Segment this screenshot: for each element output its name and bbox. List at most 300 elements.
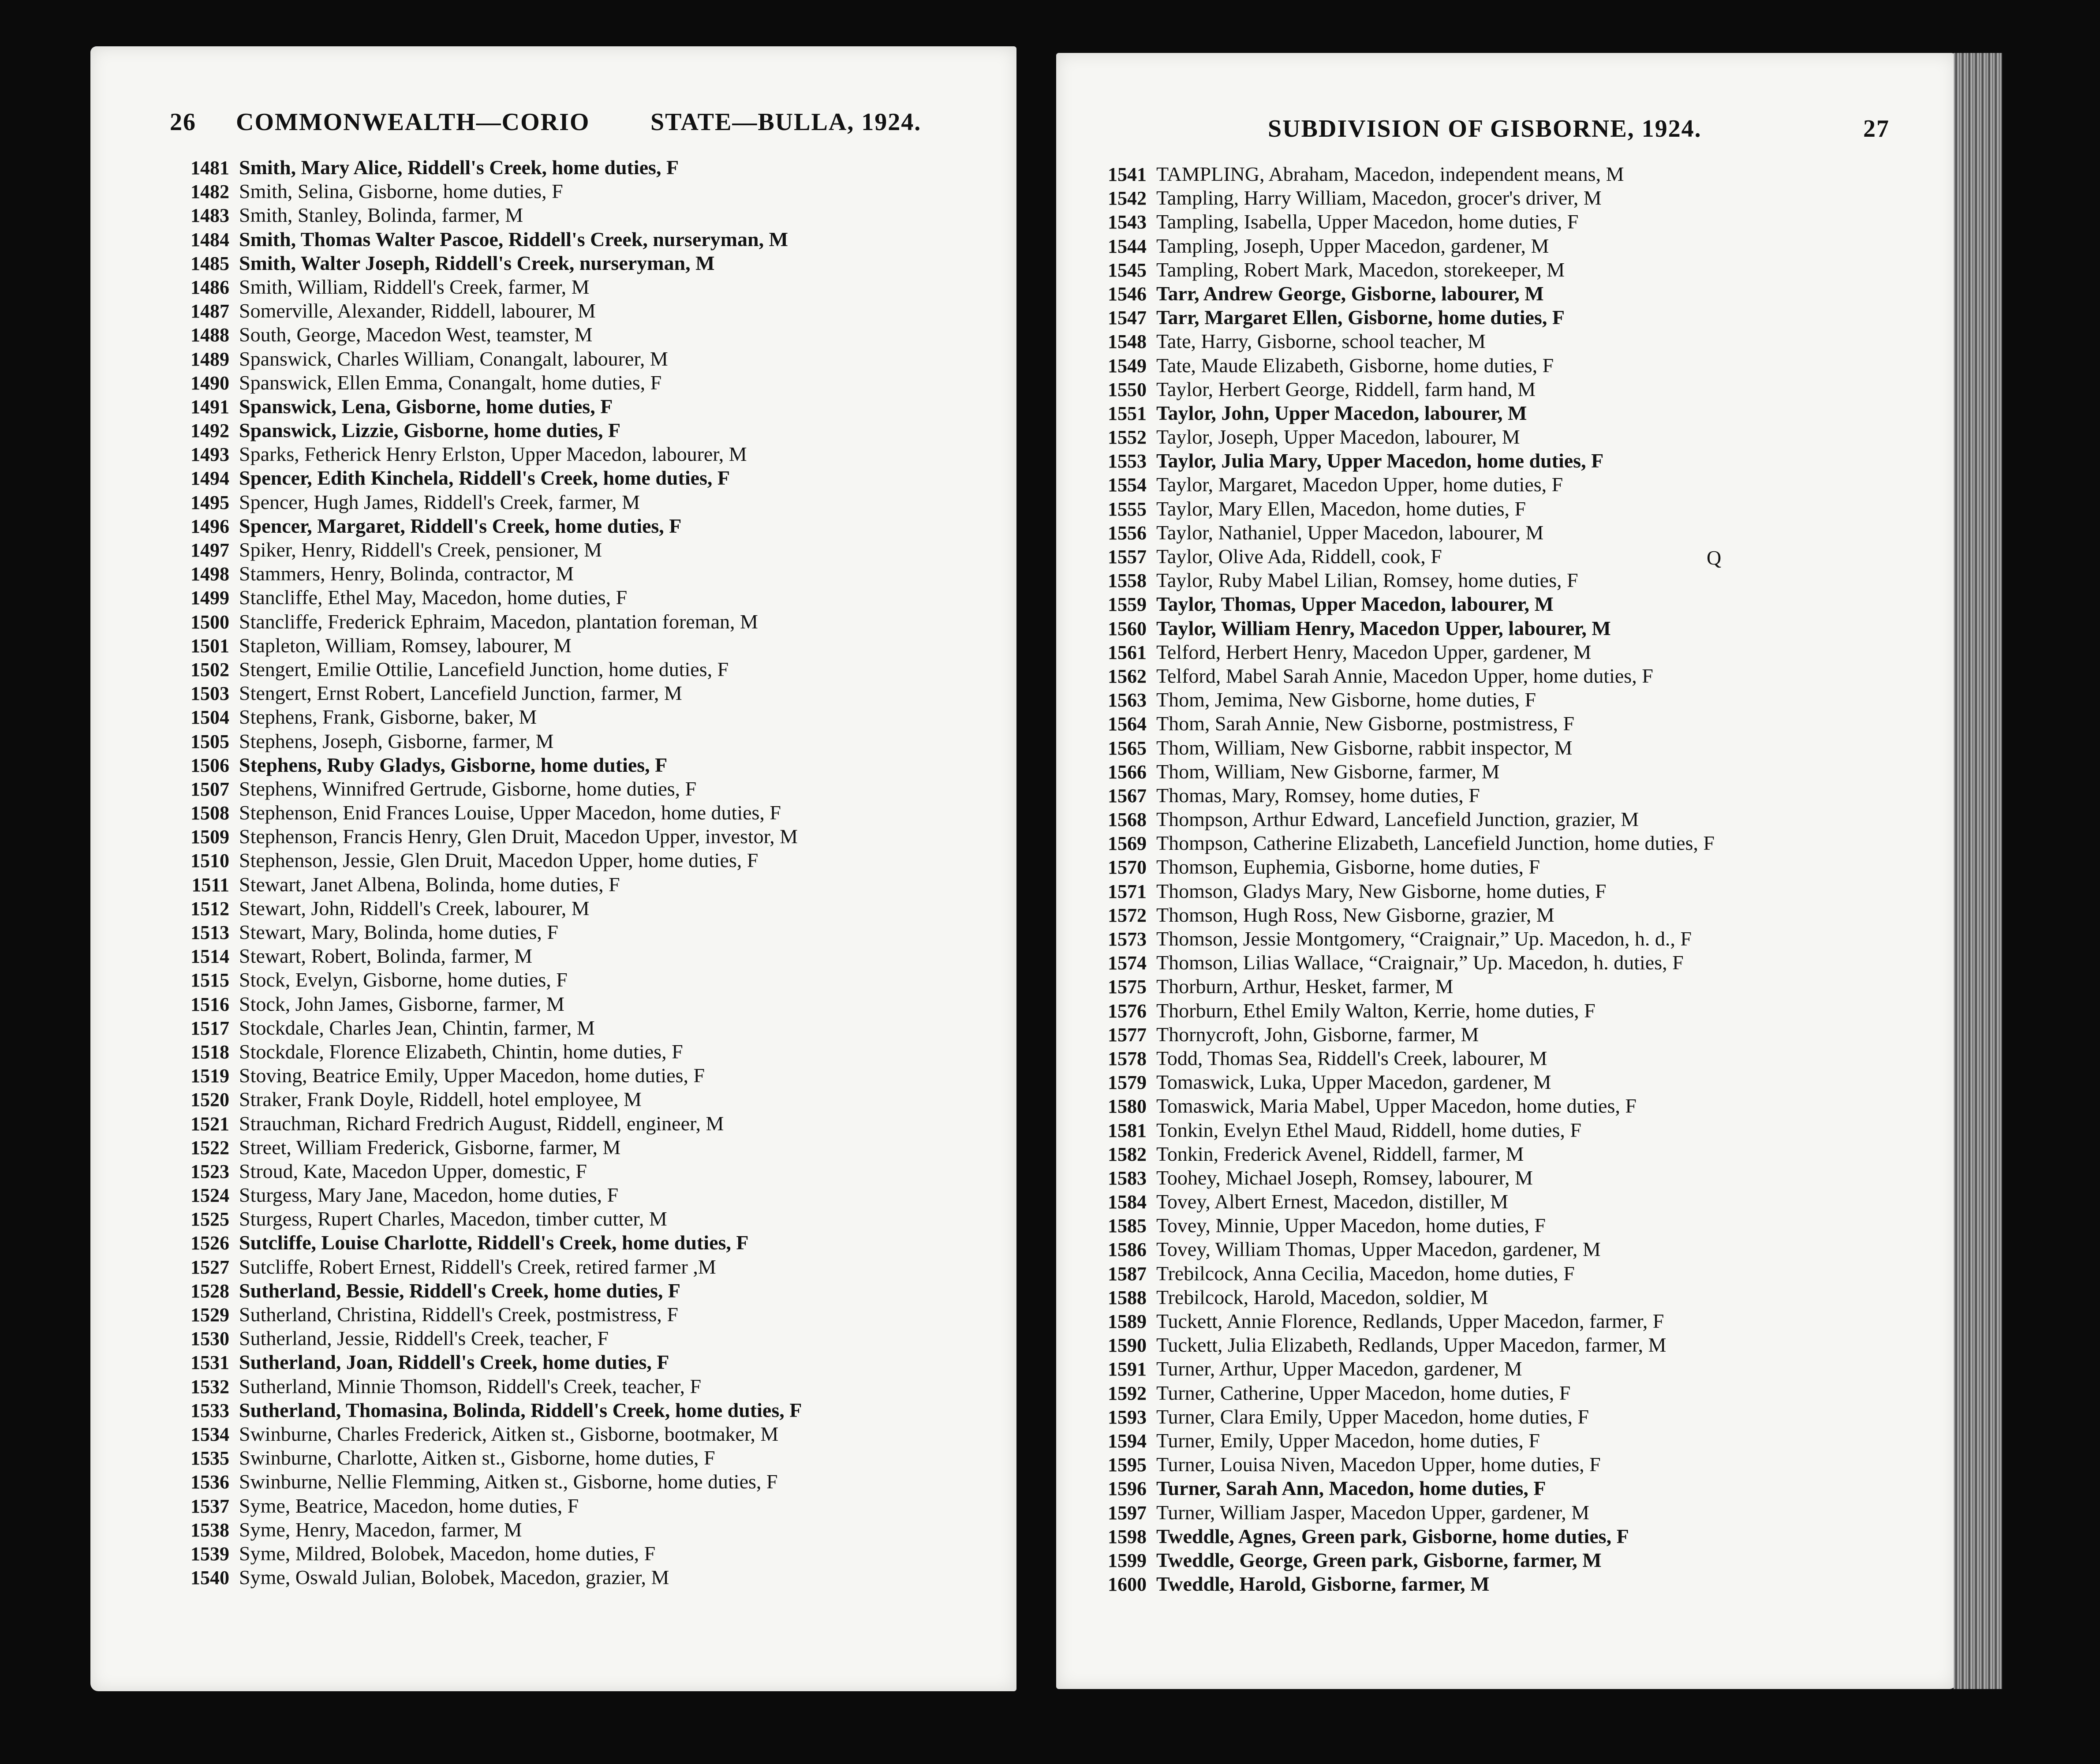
entry-text: Tomaswick, Luka, Upper Macedon, gardener, M — [1156, 1071, 1551, 1094]
entry-number: 1481 — [191, 157, 229, 179]
entry-number: 1571 — [1108, 880, 1147, 902]
entry-text: Toohey, Michael Joseph, Romsey, labourer, M — [1156, 1166, 1533, 1189]
list-item — [1080, 760, 1956, 784]
list-item — [163, 466, 1016, 490]
list-item — [1080, 927, 1956, 951]
entry-text: Syme, Oswald Julian, Bolobek, Macedon, grazier, M — [239, 1566, 669, 1589]
entry-text: Stewart, Robert, Bolinda, farmer, M — [239, 945, 533, 968]
entry-number: 1542 — [1108, 187, 1147, 209]
list-item — [1080, 1023, 1956, 1046]
list-item — [163, 848, 1016, 872]
entry-number: 1502 — [191, 658, 229, 680]
list-item — [1080, 234, 1956, 258]
list-item — [163, 395, 1016, 419]
entry-text: Thompson, Catherine Elizabeth, Lancefield Junction, home duties, F — [1156, 832, 1715, 855]
entry-text: Taylor, Herbert George, Riddell, farm hand, M — [1156, 377, 1536, 400]
entry-number: 1512 — [191, 897, 229, 919]
entry-number: 1572 — [1108, 904, 1147, 926]
entry-text: Taylor, William Henry, Macedon Upper, labourer, M — [1156, 617, 1611, 639]
entry-text: Tampling, Robert Mark, Macedon, storekeeper, M — [1156, 258, 1565, 281]
entry-number: 1585 — [1108, 1215, 1147, 1237]
entry-text: Stroud, Kate, Macedon Upper, domestic, F — [239, 1159, 587, 1182]
list-item — [163, 299, 1016, 323]
entry-number: 1514 — [191, 946, 229, 968]
entry-text: Spencer, Margaret, Riddell's Creek, home duties, F — [239, 514, 682, 537]
entry-number: 1526 — [191, 1232, 229, 1254]
list-item — [163, 490, 1016, 514]
list-item — [163, 1494, 1016, 1518]
entry-number: 1557 — [1108, 546, 1147, 568]
entry-number: 1529 — [191, 1304, 229, 1326]
page-number: 26 — [170, 108, 196, 136]
entry-text: Stancliffe, Ethel May, Macedon, home duties, F — [239, 586, 628, 609]
list-item — [163, 251, 1016, 275]
entry-number: 1501 — [191, 635, 229, 657]
entry-text: Todd, Thomas Sea, Riddell's Creek, labourer, M — [1156, 1046, 1547, 1069]
entry-number: 1489 — [191, 348, 229, 370]
list-item — [163, 1446, 1016, 1470]
list-item — [163, 1303, 1016, 1327]
entry-text: Somerville, Alexander, Riddell, labourer, M — [239, 299, 596, 322]
entry-text: Smith, Selina, Gisborne, home duties, F — [239, 180, 563, 203]
entry-number: 1581 — [1108, 1119, 1147, 1141]
entry-text: Sparks, Fetherick Henry Erlston, Upper Macedon, labourer, M — [239, 443, 747, 466]
list-item — [1080, 1453, 1956, 1476]
entry-text: Swinburne, Charlotte, Aitken st., Gisborne, home duties, F — [239, 1446, 715, 1469]
list-item — [163, 610, 1016, 634]
entry-text: Taylor, Thomas, Upper Macedon, labourer, M — [1156, 593, 1554, 616]
right-entry-list — [1080, 162, 1956, 1596]
entry-text: Sutherland, Minnie Thomson, Riddell's Creek, teacher, F — [239, 1375, 702, 1398]
entry-text: Sturgess, Mary Jane, Macedon, home duties, F — [239, 1184, 619, 1207]
book-page-edge — [1954, 53, 2002, 1689]
entry-number: 1575 — [1108, 976, 1147, 998]
entry-number: 1496 — [191, 515, 229, 537]
entry-number: 1595 — [1108, 1454, 1147, 1476]
list-item — [163, 442, 1016, 466]
header-left-title: COMMONWEALTH—CORIO — [236, 108, 590, 136]
entry-text: Thorburn, Arthur, Hesket, farmer, M — [1156, 975, 1454, 998]
entry-number: 1547 — [1108, 307, 1147, 329]
entry-number: 1589 — [1108, 1311, 1147, 1332]
entry-number: 1521 — [191, 1113, 229, 1135]
list-item — [1080, 1357, 1956, 1381]
entry-number: 1552 — [1108, 426, 1147, 448]
list-item — [163, 634, 1016, 658]
entry-number: 1599 — [1108, 1549, 1147, 1571]
entry-number: 1563 — [1108, 689, 1147, 711]
list-item — [1080, 1333, 1956, 1357]
left-page — [90, 46, 1016, 1691]
entry-number: 1536 — [191, 1471, 229, 1493]
entry-number: 1560 — [1108, 617, 1147, 639]
list-item — [1080, 688, 1956, 712]
list-item — [1080, 545, 1956, 568]
list-item — [163, 562, 1016, 586]
list-item — [1080, 951, 1956, 975]
list-item — [1080, 1118, 1956, 1142]
entry-number: 1505 — [191, 730, 229, 752]
entry-number: 1584 — [1108, 1191, 1147, 1213]
entry-number: 1507 — [191, 778, 229, 800]
entry-number: 1558 — [1108, 570, 1147, 592]
list-item — [163, 347, 1016, 371]
list-item — [1080, 1381, 1956, 1405]
entry-number: 1540 — [191, 1567, 229, 1589]
entry-number: 1577 — [1108, 1024, 1147, 1046]
entry-number: 1499 — [191, 587, 229, 609]
entry-number: 1570 — [1108, 856, 1147, 878]
list-item — [163, 1231, 1016, 1255]
entry-number: 1554 — [1108, 474, 1147, 496]
entry-text: Tomaswick, Maria Mabel, Upper Macedon, home duties, F — [1156, 1095, 1637, 1117]
list-item — [1080, 354, 1956, 377]
entry-number: 1485 — [191, 252, 229, 274]
entry-number: 1525 — [191, 1208, 229, 1230]
entry-number: 1483 — [191, 205, 229, 227]
entry-number: 1565 — [1108, 737, 1147, 759]
entry-number: 1488 — [191, 324, 229, 346]
entry-text: Sturgess, Rupert Charles, Macedon, timber cutter, M — [239, 1207, 667, 1230]
entry-number: 1534 — [191, 1423, 229, 1445]
entry-number: 1583 — [1108, 1167, 1147, 1189]
entry-text: Smith, Mary Alice, Riddell's Creek, home duties, F — [239, 156, 679, 179]
entry-text: Turner, Louisa Niven, Macedon Upper, home duties, F — [1156, 1453, 1601, 1476]
entry-text: Spencer, Edith Kinchela, Riddell's Creek, home duties, F — [239, 467, 730, 490]
list-item — [1080, 210, 1956, 234]
entry-text: Smith, Thomas Walter Pascoe, Riddell's Creek, nurseryman, M — [239, 228, 788, 250]
entry-number: 1586 — [1108, 1239, 1147, 1261]
entry-text: Turner, Sarah Ann, Macedon, home duties, F — [1156, 1477, 1546, 1500]
entry-text: Stockdale, Charles Jean, Chintin, farmer, M — [239, 1016, 595, 1039]
entry-text: Thom, Sarah Annie, New Gisborne, postmistress, F — [1156, 712, 1575, 735]
list-item — [163, 1255, 1016, 1279]
list-item — [163, 1398, 1016, 1422]
page-number: 27 — [1863, 115, 1890, 142]
entry-text: Syme, Henry, Macedon, farmer, M — [239, 1518, 522, 1541]
list-item — [163, 681, 1016, 705]
entry-number: 1519 — [191, 1065, 229, 1087]
entry-number: 1559 — [1108, 594, 1147, 616]
entry-number: 1596 — [1108, 1478, 1147, 1500]
entry-text: Stoving, Beatrice Emily, Upper Macedon, home duties, F — [239, 1064, 705, 1087]
entry-text: Tarr, Andrew George, Gisborne, labourer, M — [1156, 282, 1544, 305]
entry-text: Tweddle, George, Green park, Gisborne, farmer, M — [1156, 1548, 1602, 1571]
entry-text: Stengert, Emilie Ottilie, Lancefield Junction, home duties, F — [239, 658, 729, 680]
entry-number: 1537 — [191, 1495, 229, 1517]
entry-text: Taylor, Margaret, Macedon Upper, home duties, F — [1156, 473, 1563, 496]
entry-number: 1538 — [191, 1519, 229, 1541]
entry-text: Turner, William Jasper, Macedon Upper, gardener, M — [1156, 1501, 1590, 1524]
entry-number: 1556 — [1108, 522, 1147, 544]
entry-number: 1564 — [1108, 713, 1147, 735]
entry-text: Tampling, Isabella, Upper Macedon, home duties, F — [1156, 210, 1579, 233]
list-item — [1080, 568, 1956, 592]
entry-text: Tampling, Harry William, Macedon, grocer's driver, M — [1156, 187, 1602, 209]
entry-number: 1527 — [191, 1256, 229, 1278]
entry-text: Tate, Harry, Gisborne, school teacher, M — [1156, 330, 1486, 353]
entry-text: Smith, Stanley, Bolinda, farmer, M — [239, 204, 523, 227]
entry-number: 1487 — [191, 300, 229, 322]
entry-number: 1484 — [191, 228, 229, 250]
entry-text: Turner, Arthur, Upper Macedon, gardener, M — [1156, 1357, 1522, 1380]
list-item — [163, 156, 1016, 179]
entry-number: 1508 — [191, 802, 229, 824]
left-entry-list — [163, 156, 1016, 1589]
entry-text: Thomas, Mary, Romsey, home duties, F — [1156, 784, 1480, 807]
entry-text: Tweddle, Harold, Gisborne, farmer, M — [1156, 1573, 1490, 1596]
list-item — [163, 538, 1016, 562]
list-item — [1080, 1262, 1956, 1286]
entry-number: 1518 — [191, 1041, 229, 1063]
list-item — [163, 371, 1016, 395]
list-item — [1080, 1214, 1956, 1237]
list-item — [1080, 497, 1956, 521]
entry-text: Stephens, Frank, Gisborne, baker, M — [239, 706, 537, 729]
list-item — [163, 228, 1016, 251]
list-item — [1080, 640, 1956, 664]
entry-number: 1500 — [191, 611, 229, 633]
entry-number: 1516 — [191, 993, 229, 1015]
list-item — [163, 873, 1016, 897]
entry-number: 1553 — [1108, 450, 1147, 472]
list-item — [1080, 736, 1956, 760]
entry-number: 1546 — [1108, 283, 1147, 305]
list-item — [1080, 975, 1956, 998]
list-item — [1080, 1142, 1956, 1166]
entry-number: 1524 — [191, 1185, 229, 1207]
entry-number: 1590 — [1108, 1334, 1147, 1357]
list-item — [163, 1016, 1016, 1040]
right-page-header — [1056, 115, 1956, 150]
header-center-title: SUBDIVISION OF GISBORNE, 1924. — [1268, 115, 1702, 142]
list-item — [1080, 1572, 1956, 1596]
header-right-title: STATE—BULLA, 1924. — [650, 108, 922, 136]
entry-number: 1567 — [1108, 785, 1147, 807]
entry-number: 1574 — [1108, 952, 1147, 974]
list-item — [1080, 903, 1956, 927]
entry-text: Stammers, Henry, Bolinda, contractor, M — [239, 562, 574, 585]
list-item — [163, 1136, 1016, 1159]
entry-number: 1579 — [1108, 1072, 1147, 1094]
list-item — [1080, 999, 1956, 1023]
list-item — [1080, 592, 1956, 616]
entry-number: 1504 — [191, 706, 229, 729]
entry-text: Thomson, Lilias Wallace, “Craignair,” Up. Macedon, h. duties, F — [1156, 951, 1684, 974]
entry-text: Taylor, Ruby Mabel Lilian, Romsey, home duties, F — [1156, 569, 1578, 592]
entry-number: 1548 — [1108, 331, 1147, 353]
entry-text: Taylor, John, Upper Macedon, labourer, M — [1156, 401, 1527, 424]
stray-mark: Q — [1707, 546, 1722, 569]
entry-number: 1541 — [1108, 164, 1147, 185]
entry-text: TAMPLING, Abraham, Macedon, independent means, M — [1156, 163, 1624, 185]
list-item — [163, 1375, 1016, 1398]
list-item — [163, 920, 1016, 944]
entry-text: Stock, John James, Gisborne, farmer, M — [239, 992, 564, 1015]
entry-number: 1520 — [191, 1089, 229, 1111]
list-item — [1080, 401, 1956, 425]
entry-number: 1498 — [191, 563, 229, 585]
list-item — [1080, 1237, 1956, 1261]
list-item — [163, 777, 1016, 801]
entry-number: 1509 — [191, 826, 229, 848]
list-item — [1080, 186, 1956, 210]
entry-text: Stephens, Joseph, Gisborne, farmer, M — [239, 729, 554, 752]
list-item — [1080, 1309, 1956, 1333]
list-item — [163, 586, 1016, 609]
entry-text: Sutcliffe, Louise Charlotte, Riddell's Creek, home duties, F — [239, 1231, 749, 1254]
list-item — [163, 705, 1016, 729]
entry-number: 1582 — [1108, 1143, 1147, 1165]
list-item — [163, 944, 1016, 968]
entry-text: Sutherland, Joan, Riddell's Creek, home duties, F — [239, 1351, 669, 1374]
list-item — [1080, 664, 1956, 688]
entry-text: Stephens, Ruby Gladys, Gisborne, home duties, F — [239, 753, 668, 776]
entry-text: Telford, Herbert Henry, Macedon Upper, gardener, M — [1156, 640, 1592, 663]
list-item — [163, 968, 1016, 992]
entry-text: Spanswick, Lizzie, Gisborne, home duties, F — [239, 419, 621, 442]
list-item — [163, 1159, 1016, 1183]
entry-text: Stephenson, Enid Frances Louise, Upper Macedon, home duties, F — [239, 801, 781, 824]
entry-text: Spencer, Hugh James, Riddell's Creek, farmer, M — [239, 490, 640, 513]
entry-text: Swinburne, Charles Frederick, Aitken st., Gisborne, bootmaker, M — [239, 1422, 779, 1445]
entry-text: South, George, Macedon West, teamster, M — [239, 323, 593, 346]
entry-number: 1580 — [1108, 1095, 1147, 1117]
list-item — [163, 825, 1016, 848]
list-item — [1080, 831, 1956, 855]
list-item — [163, 729, 1016, 753]
list-item — [1080, 617, 1956, 640]
entry-number: 1592 — [1108, 1382, 1147, 1404]
entry-text: Sutherland, Thomasina, Bolinda, Riddell's Creek, home duties, F — [239, 1398, 802, 1421]
entry-text: Stephens, Winnifred Gertrude, Gisborne, home duties, F — [239, 777, 697, 800]
list-item — [1080, 258, 1956, 282]
entry-number: 1539 — [191, 1543, 229, 1565]
entry-text: Turner, Catherine, Upper Macedon, home duties, F — [1156, 1381, 1571, 1404]
entry-number: 1569 — [1108, 833, 1147, 855]
entry-text: Stewart, Mary, Bolinda, home duties, F — [239, 921, 558, 943]
list-item — [1080, 1476, 1956, 1500]
list-item — [163, 1112, 1016, 1136]
left-page-header — [90, 108, 1016, 143]
entry-number: 1591 — [1108, 1358, 1147, 1380]
list-item — [1080, 377, 1956, 401]
list-item — [1080, 1094, 1956, 1118]
list-item — [1080, 807, 1956, 831]
entry-text: Taylor, Julia Mary, Upper Macedon, home duties, F — [1156, 449, 1604, 472]
entry-number: 1510 — [191, 850, 229, 872]
entry-text: Street, William Frederick, Gisborne, farmer, M — [239, 1136, 621, 1159]
entry-text: Stephenson, Francis Henry, Glen Druit, Macedon Upper, investor, M — [239, 825, 798, 848]
list-item — [163, 1279, 1016, 1303]
list-item — [1080, 1548, 1956, 1572]
list-item — [163, 179, 1016, 203]
list-item — [1080, 712, 1956, 736]
list-item — [1080, 1166, 1956, 1190]
entry-text: Tweddle, Agnes, Green park, Gisborne, home duties, F — [1156, 1525, 1629, 1547]
entry-number: 1551 — [1108, 402, 1147, 424]
entry-text: Tate, Maude Elizabeth, Gisborne, home duties, F — [1156, 354, 1554, 377]
entry-text: Tampling, Joseph, Upper Macedon, gardener, M — [1156, 234, 1549, 257]
list-item — [1080, 1190, 1956, 1214]
entry-number: 1492 — [191, 420, 229, 442]
entry-text: Straker, Frank Doyle, Riddell, hotel employee, M — [239, 1088, 642, 1111]
entry-text: Smith, William, Riddell's Creek, farmer, M — [239, 275, 590, 298]
entry-text: Stapleton, William, Romsey, labourer, M — [239, 634, 572, 657]
entry-number: 1562 — [1108, 665, 1147, 687]
entry-text: Sutherland, Bessie, Riddell's Creek, home duties, F — [239, 1279, 680, 1302]
entry-text: Thompson, Arthur Edward, Lancefield Junction, grazier, M — [1156, 808, 1639, 831]
list-item — [163, 1207, 1016, 1231]
entry-number: 1497 — [191, 539, 229, 561]
list-item — [163, 1422, 1016, 1446]
entry-text: Tarr, Margaret Ellen, Gisborne, home duties, F — [1156, 306, 1565, 329]
list-item — [1080, 162, 1956, 186]
entry-number: 1588 — [1108, 1286, 1147, 1308]
entry-number: 1545 — [1108, 259, 1147, 281]
list-item — [163, 323, 1016, 347]
entry-number: 1550 — [1108, 378, 1147, 400]
entry-number: 1503 — [191, 683, 229, 705]
entry-text: Tovey, Minnie, Upper Macedon, home duties, F — [1156, 1214, 1546, 1237]
entry-text: Trebilcock, Anna Cecilia, Macedon, home duties, F — [1156, 1262, 1575, 1285]
list-item — [1080, 784, 1956, 807]
entry-number: 1568 — [1108, 809, 1147, 831]
entry-text: Stock, Evelyn, Gisborne, home duties, F — [239, 968, 568, 991]
list-item — [1080, 449, 1956, 473]
entry-number: 1600 — [1108, 1573, 1147, 1596]
entry-text: Spiker, Henry, Riddell's Creek, pensioner, M — [239, 538, 602, 561]
entry-number: 1594 — [1108, 1430, 1147, 1452]
entry-number: 1576 — [1108, 1000, 1147, 1022]
entry-text: Turner, Emily, Upper Macedon, home duties, F — [1156, 1429, 1540, 1452]
entry-number: 1555 — [1108, 498, 1147, 520]
entry-number: 1566 — [1108, 761, 1147, 783]
list-item — [1080, 879, 1956, 903]
entry-text: Trebilcock, Harold, Macedon, soldier, M — [1156, 1286, 1488, 1308]
entry-number: 1528 — [191, 1280, 229, 1302]
entry-text: Sutherland, Christina, Riddell's Creek, postmistress, F — [239, 1303, 678, 1326]
entry-text: Stephenson, Jessie, Glen Druit, Macedon Upper, home duties, F — [239, 849, 759, 872]
list-item — [163, 1470, 1016, 1494]
list-item — [1080, 855, 1956, 879]
list-item — [1080, 521, 1956, 545]
entry-text: Smith, Walter Joseph, Riddell's Creek, nurseryman, M — [239, 251, 715, 274]
entry-text: Tuckett, Annie Florence, Redlands, Upper Macedon, farmer, F — [1156, 1310, 1664, 1332]
list-item — [163, 1518, 1016, 1542]
entry-text: Stewart, John, Riddell's Creek, labourer, M — [239, 897, 590, 919]
entry-text: Telford, Mabel Sarah Annie, Macedon Upper, home duties, F — [1156, 664, 1653, 687]
entry-text: Swinburne, Nellie Flemming, Aitken st., Gisborne, home duties, F — [239, 1470, 778, 1493]
entry-number: 1491 — [191, 396, 229, 418]
entry-text: Stewart, Janet Albena, Bolinda, home duties, F — [239, 873, 620, 896]
entry-number: 1543 — [1108, 211, 1147, 233]
entry-number: 1493 — [191, 444, 229, 466]
entry-number: 1490 — [191, 372, 229, 394]
entry-number: 1587 — [1108, 1263, 1147, 1285]
entry-number: 1597 — [1108, 1502, 1147, 1524]
entry-number: 1517 — [191, 1017, 229, 1039]
list-item — [1080, 1070, 1956, 1094]
entry-number: 1531 — [191, 1352, 229, 1374]
entry-number: 1513 — [191, 922, 229, 943]
entry-text: Spanswick, Lena, Gisborne, home duties, F — [239, 395, 613, 418]
entry-number: 1549 — [1108, 355, 1147, 377]
entry-text: Thomson, Gladys Mary, New Gisborne, home duties, F — [1156, 879, 1607, 902]
list-item — [1080, 425, 1956, 449]
entry-text: Tuckett, Julia Elizabeth, Redlands, Upper Macedon, farmer, M — [1156, 1334, 1667, 1357]
entry-text: Sutherland, Jessie, Riddell's Creek, teacher, F — [239, 1327, 609, 1350]
